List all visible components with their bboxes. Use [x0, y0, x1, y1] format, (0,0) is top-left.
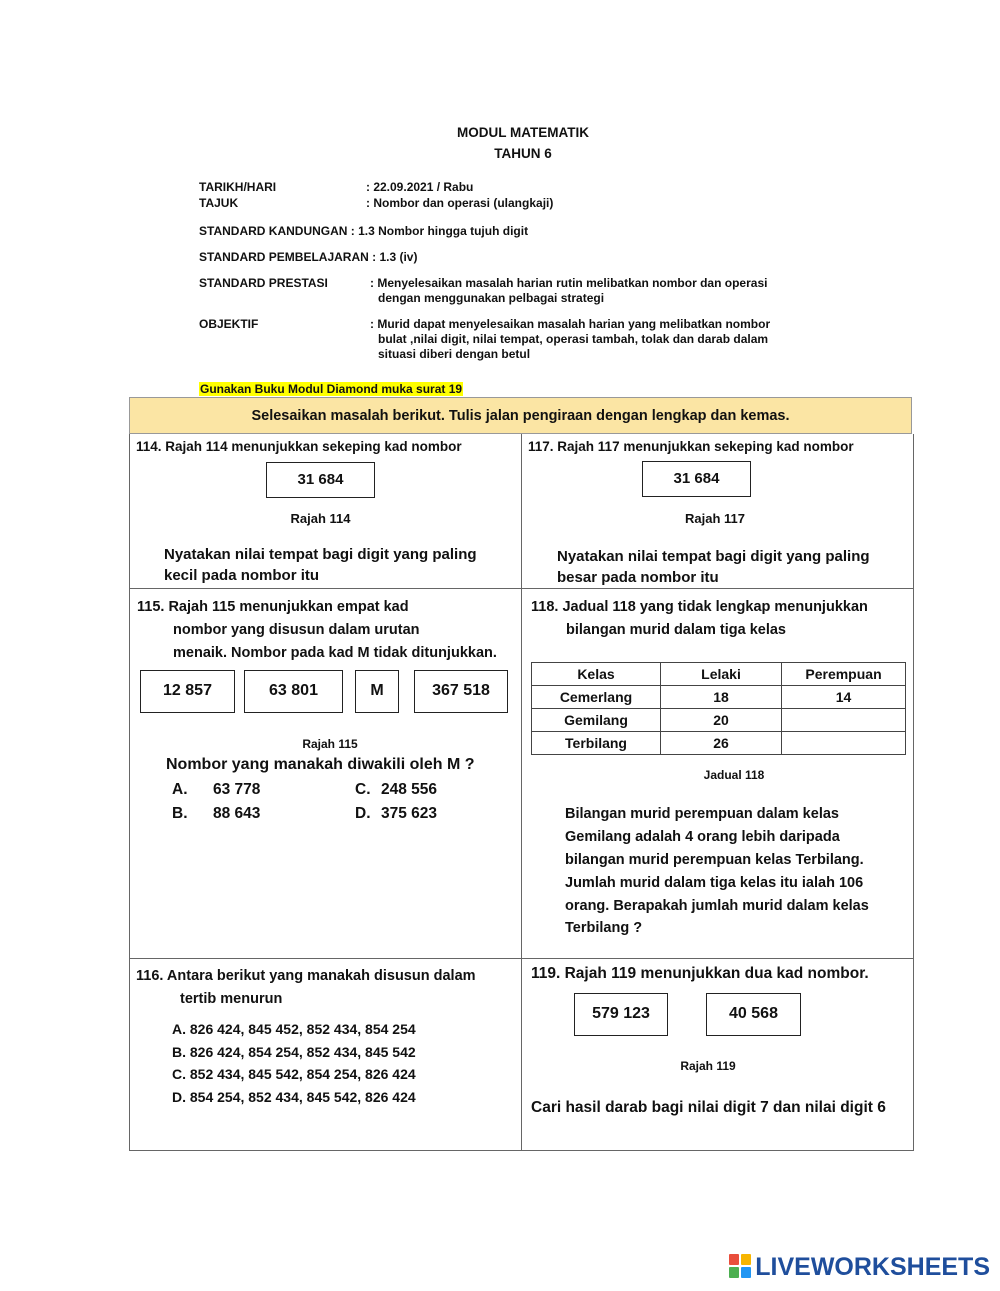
q119-text: 119. Rajah 119 menunjukkan dua kad nombor. — [531, 965, 869, 982]
table-cell: Cemerlang — [532, 686, 661, 709]
table-header-lelaki: Lelaki — [661, 663, 782, 686]
liveworksheets-logo — [729, 1253, 990, 1285]
q117-card: 31 684 — [642, 461, 751, 497]
q115-card-2: 63 801 — [244, 670, 343, 713]
q114-ask-line-2: kecil pada nombor itu — [164, 567, 320, 584]
q117-caption: Rajah 117 — [685, 511, 745, 526]
instruction-banner: Selesaikan masalah berikut. Tulis jalan pengiraan dengan lengkap dan kemas. — [129, 397, 912, 434]
topic-label: TAJUK — [199, 196, 239, 210]
table-row — [532, 732, 906, 755]
learning-standard: STANDARD PEMBELAJARAN : 1.3 (iv) — [199, 250, 418, 264]
q116-option-b: B. 826 424, 854 254, 852 434, 845 542 — [172, 1044, 416, 1060]
q115-card-m: M — [355, 670, 399, 713]
q118-paragraph-1: Bilangan murid perempuan dalam kelas — [565, 806, 839, 822]
q119-card-2: 40 568 — [706, 993, 801, 1036]
q118-paragraph-3: bilangan murid perempuan kelas Terbilang. — [565, 852, 864, 868]
q114-ask-line-1: Nyatakan nilai tempat bagi digit yang paling — [164, 546, 477, 563]
table-cell: 14 — [782, 686, 906, 709]
table-cell — [782, 732, 906, 755]
q116-option-d: D. 854 254, 852 434, 845 542, 826 424 — [172, 1089, 416, 1105]
q115-card-4: 367 518 — [414, 670, 508, 713]
date-value: : 22.09.2021 / Rabu — [366, 180, 474, 194]
table-cell: 20 — [661, 709, 782, 732]
q115-option-c-letter: C. — [355, 781, 371, 798]
topic-value: : Nombor dan operasi (ulangkaji) — [366, 196, 554, 210]
objective-line-3: situasi diberi dengan betul — [378, 347, 531, 361]
q118-paragraph-4: Jumlah murid dalam tiga kelas itu ialah 106 — [565, 875, 864, 891]
q115-card-1: 12 857 — [140, 670, 235, 713]
liveworksheets-mark-icon — [729, 1254, 751, 1285]
q115-line-1: 115. Rajah 115 menunjukkan empat kad — [137, 599, 409, 615]
page-title: MODUL MATEMATIK — [457, 125, 589, 140]
date-label: TARIKH/HARI — [199, 180, 277, 194]
performance-line-1: : Menyelesaikan masalah harian rutin melibatkan nombor dan operasi — [370, 276, 768, 290]
q114-caption: Rajah 114 — [290, 511, 351, 526]
q115-question: Nombor yang manakah diwakili oleh M ? — [166, 756, 475, 773]
table-header-kelas: Kelas — [532, 663, 661, 686]
q115-option-a-value: 63 778 — [213, 781, 261, 798]
q115-option-a-letter: A. — [172, 781, 188, 798]
q119-caption: Rajah 119 — [680, 1059, 736, 1073]
q116-line-2: tertib menurun — [180, 991, 283, 1007]
table-cell: 26 — [661, 732, 782, 755]
table-row — [532, 686, 906, 709]
table-row — [532, 709, 906, 732]
q115-line-3: menaik. Nombor pada kad M tidak ditunjukkan. — [173, 645, 497, 661]
q116-option-c: C. 852 434, 845 542, 854 254, 826 424 — [172, 1066, 416, 1082]
q118-table — [531, 662, 906, 755]
q115-option-b-value: 88 643 — [213, 805, 261, 822]
q119-card-1: 579 123 — [574, 993, 668, 1036]
page-subtitle: TAHUN 6 — [494, 146, 552, 161]
table-cell — [782, 709, 906, 732]
table-header-row — [532, 663, 906, 686]
performance-label: STANDARD PRESTASI — [199, 276, 328, 290]
q115-option-d-value: 375 623 — [381, 805, 438, 822]
grid-row-divider-1 — [129, 588, 914, 589]
table-cell: Gemilang — [532, 709, 661, 732]
module-note — [199, 380, 463, 398]
q114-text: 114. Rajah 114 menunjukkan sekeping kad nombor — [136, 439, 462, 454]
table-header-perempuan: Perempuan — [782, 663, 906, 686]
module-note-text: Gunakan Buku Modul Diamond muka surat 19 — [200, 382, 463, 396]
table-cell: 18 — [661, 686, 782, 709]
q114-card: 31 684 — [266, 462, 375, 498]
q115-option-b-letter: B. — [172, 805, 188, 822]
liveworksheets-logo-text: LIVEWORKSHEETS — [755, 1253, 990, 1281]
objective-label: OBJEKTIF — [199, 317, 259, 331]
q118-paragraph-2: Gemilang adalah 4 orang lebih daripada — [565, 829, 840, 845]
q118-line-1: 118. Jadual 118 yang tidak lengkap menunjukkan — [531, 599, 868, 615]
q116-line-1: 116. Antara berikut yang manakah disusun dalam — [136, 968, 476, 984]
q118-caption: Jadual 118 — [703, 768, 765, 782]
q118-paragraph-5: orang. Berapakah jumlah murid dalam kelas — [565, 898, 869, 914]
q116-option-a: A. 826 424, 845 452, 852 434, 854 254 — [172, 1021, 416, 1037]
q115-caption: Rajah 115 — [302, 737, 358, 751]
grid-vertical-divider — [521, 434, 522, 1151]
q117-ask-line-2: besar pada nombor itu — [557, 569, 719, 586]
table-cell: Terbilang — [532, 732, 661, 755]
q119-ask: Cari hasil darab bagi nilai digit 7 dan nilai digit 6 — [531, 1099, 886, 1116]
q117-ask-line-1: Nyatakan nilai tempat bagi digit yang paling — [557, 548, 870, 565]
grid-row-divider-2 — [129, 958, 914, 959]
q118-paragraph-6: Terbilang ? — [565, 920, 643, 936]
q115-option-c-value: 248 556 — [381, 781, 438, 798]
q117-text: 117. Rajah 117 menunjukkan sekeping kad nombor — [528, 439, 854, 454]
objective-line-2: bulat ,nilai digit, nilai tempat, operasi tambah, tolak dan darab dalam — [378, 332, 769, 346]
q118-line-2: bilangan murid dalam tiga kelas — [566, 622, 786, 638]
performance-line-2: dengan menggunakan pelbagai strategi — [378, 291, 605, 305]
q115-option-d-letter: D. — [355, 805, 371, 822]
q115-line-2: nombor yang disusun dalam urutan — [173, 622, 420, 638]
objective-line-1: : Murid dapat menyelesaikan masalah harian yang melibatkan nombor — [370, 317, 771, 331]
content-standard: STANDARD KANDUNGAN : 1.3 Nombor hingga tujuh digit — [199, 224, 529, 238]
